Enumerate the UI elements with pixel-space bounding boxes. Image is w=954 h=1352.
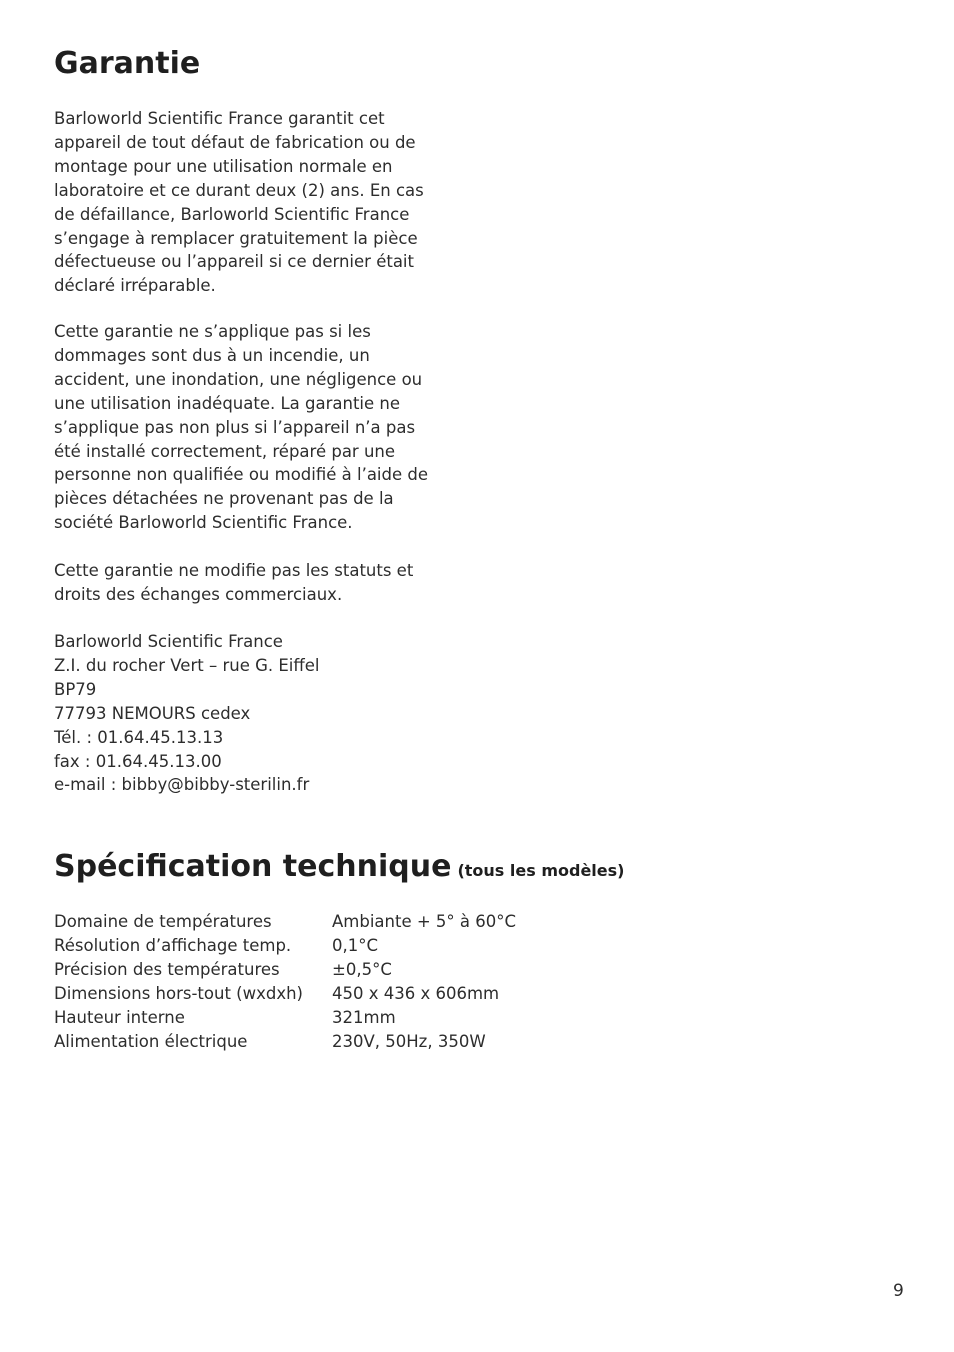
spec-label: Domaine de températures — [54, 912, 272, 931]
paragraph-line: dommages sont dus à un incendie, un — [54, 345, 370, 365]
spec-value: 321mm — [332, 1007, 396, 1027]
table-row — [54, 1006, 516, 1030]
paragraph-line: de défaillance, Barloworld Scientific France — [54, 204, 410, 224]
table-row — [54, 934, 516, 958]
specification-subtitle: (tous les modèles) — [457, 861, 625, 880]
paragraph-line: une utilisation inadéquate. La garantie ne — [54, 393, 401, 413]
paragraph-line: société Barloworld Scientific France. — [54, 513, 353, 533]
table-row — [54, 982, 516, 1006]
paragraph-line: s’engage à remplacer gratuitement la pièce — [54, 228, 418, 248]
spec-label: Résolution d’affichage temp. — [54, 935, 292, 955]
paragraph-line: déclaré irréparable. — [54, 276, 216, 296]
spec-value: 230V, 50Hz, 350W — [332, 1031, 486, 1051]
paragraph-line: défectueuse ou l’appareil si ce dernier était — [54, 252, 414, 272]
spec-value: 0,1°C — [332, 935, 379, 955]
spec-label: Précision des températures — [54, 959, 280, 979]
table-row — [54, 910, 516, 934]
paragraph-line: pièces détachées ne provenant pas de la — [54, 489, 394, 509]
paragraph-line: Barloworld Scientific France garantit cet — [54, 109, 385, 128]
address-email: e-mail : bibby@bibby-sterilin.fr — [54, 775, 310, 795]
garantie-paragraph-1 — [54, 107, 454, 298]
specification-table — [54, 910, 516, 1053]
table-row — [54, 958, 516, 982]
spec-label: Hauteur interne — [54, 1007, 185, 1027]
spec-label: Dimensions hors-tout (wxdxh) — [54, 983, 303, 1003]
paragraph-line: s’applique pas non plus si l’appareil n’a pas — [54, 417, 416, 437]
paragraph-line: montage pour une utilisation normale en — [54, 156, 393, 176]
specification-heading — [54, 849, 624, 889]
spec-label: Alimentation électrique — [54, 1031, 248, 1051]
specification-title: Spécification technique — [54, 849, 452, 884]
address-phone: Tél. : 01.64.45.13.13 — [54, 727, 224, 747]
garantie-paragraph-2 — [54, 320, 454, 535]
table-row — [54, 1030, 516, 1054]
paragraph-line: Cette garantie ne modifie pas les statuts et — [54, 561, 414, 580]
paragraph-line: Cette garantie ne s’applique pas si les — [54, 322, 371, 341]
address-street: Z.I. du rocher Vert – rue G. Eiffel — [54, 655, 320, 675]
paragraph-line: laboratoire et ce durant deux (2) ans. En cas — [54, 180, 424, 200]
spec-value: Ambiante + 5° à 60°C — [332, 912, 517, 931]
paragraph-line: été installé correctement, réparé par une — [54, 441, 396, 461]
address-city: 77793 NEMOURS cedex — [54, 703, 251, 723]
paragraph-line: accident, une inondation, une négligence ou — [54, 369, 423, 389]
spec-value: 450 x 436 x 606mm — [332, 983, 500, 1003]
address-fax: fax : 01.64.45.13.00 — [54, 751, 222, 771]
garantie-paragraph-3 — [54, 559, 454, 607]
page-number: 9 — [893, 1281, 904, 1301]
address-company-name: Barloworld Scientific France — [54, 632, 283, 651]
company-address — [54, 630, 454, 797]
paragraph-line: personne non qualifiée ou modifié à l’aide de — [54, 465, 429, 485]
spec-value: ±0,5°C — [332, 959, 392, 979]
address-po-box: BP79 — [54, 679, 97, 699]
paragraph-line: appareil de tout défaut de fabrication ou de — [54, 132, 416, 152]
garantie-heading: Garantie — [54, 46, 201, 81]
paragraph-line: droits des échanges commerciaux. — [54, 584, 343, 604]
